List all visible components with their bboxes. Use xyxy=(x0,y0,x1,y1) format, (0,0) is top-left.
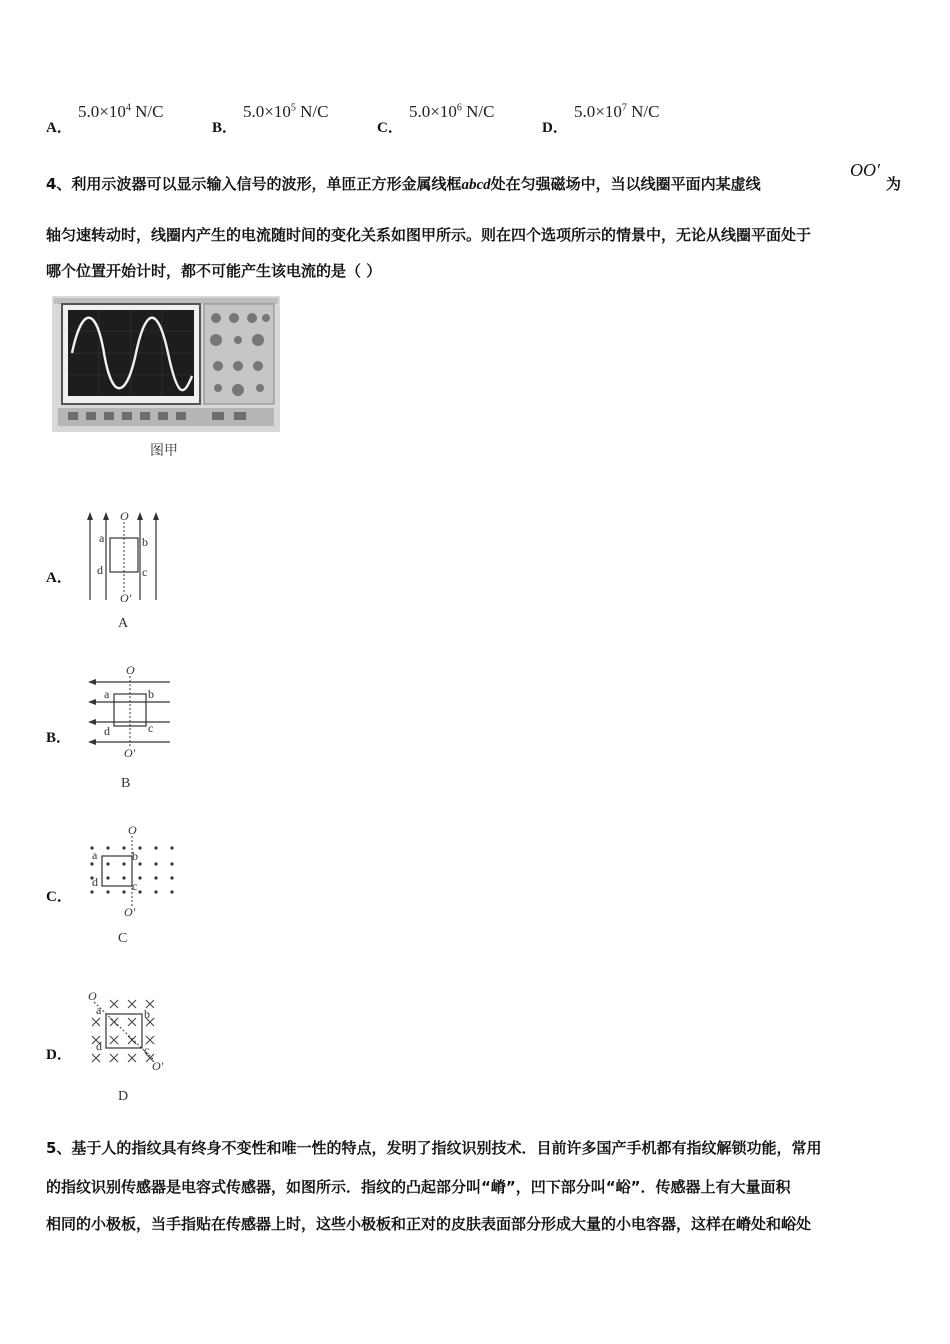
option-c-caption: C xyxy=(118,931,128,946)
option-letter: D． xyxy=(542,120,568,136)
oscilloscope-image xyxy=(52,296,280,432)
label-d: d xyxy=(96,1039,102,1053)
field-left-diagram xyxy=(84,662,174,760)
q3-option-b-value: $5.0\times 10^5$ N/C xyxy=(243,102,329,121)
field-out-of-page-diagram xyxy=(82,822,182,920)
axis-label-oo: OO′ xyxy=(850,160,880,180)
label-c: c xyxy=(148,721,154,735)
label-o: O xyxy=(128,823,137,837)
option-d-caption: D xyxy=(118,1089,129,1104)
q5-line-3: 相同的小极板，当手指贴在传感器上时，这些小极板和正对的皮肤表面部分形成大量的小电容器，这样在嵴处和峪处 xyxy=(46,1215,812,1233)
label-d: d xyxy=(104,724,110,738)
label-o: O xyxy=(126,663,135,677)
option-c-figure xyxy=(82,822,182,920)
label-b: b xyxy=(148,687,154,701)
label-o-prime: O′ xyxy=(152,1059,164,1073)
label-o-prime: O′ xyxy=(124,905,136,919)
label-o-prime: O′ xyxy=(124,746,136,760)
q4-option-b-letter: B． xyxy=(46,730,72,746)
figure-caption: 图甲 xyxy=(150,444,178,459)
q4-line-1-end: 为 xyxy=(886,175,902,193)
label-a: a xyxy=(104,687,110,701)
label-o: O xyxy=(120,509,129,523)
option-b-caption: B xyxy=(121,776,131,791)
q3-option-d-value: $5.0\times 10^7$ N/C xyxy=(574,102,660,121)
q3-option-c-value: $5.0\times 10^6$ N/C xyxy=(409,102,495,121)
label-c: c xyxy=(142,565,148,579)
label-o-prime: O′ xyxy=(120,591,132,604)
q5-line-2: 的指纹识别传感器是电容式传感器，如图所示．指纹的凸起部分叫“嵴”，凹下部分叫“峪”．传感器上有大量面积 xyxy=(46,1178,791,1196)
q5-line-1: 5、基于人的指纹具有终身不变性和唯一性的特点，发明了指纹识别技术．目前许多国产手机都有指纹解锁功能，常用 xyxy=(46,1139,822,1157)
q3-option-a xyxy=(46,116,72,137)
option-letter: B． xyxy=(212,120,238,136)
option-a-figure xyxy=(82,508,162,604)
option-a-caption: A xyxy=(118,616,129,631)
option-b-figure xyxy=(84,662,174,760)
label-b: b xyxy=(144,1007,150,1021)
label-c: c xyxy=(144,1043,150,1057)
q3-option-c xyxy=(377,116,403,137)
label-b: b xyxy=(132,849,138,863)
option-letter: A． xyxy=(46,120,72,136)
label-o: O xyxy=(88,989,97,1003)
option-letter: C． xyxy=(377,120,403,136)
field-up-diagram xyxy=(82,508,162,604)
label-d: d xyxy=(92,875,98,889)
label-d: d xyxy=(97,563,103,577)
option-d-figure xyxy=(84,988,174,1074)
field-into-page-diagram xyxy=(84,988,174,1074)
q4-option-a-letter: A． xyxy=(46,570,72,586)
label-b: b xyxy=(142,535,148,549)
q3-option-b xyxy=(212,116,237,137)
label-a: a xyxy=(96,1003,102,1017)
q4-line-1: 4、利用示波器可以显示输入信号的波形，单匝正方形金属线框abcd处在匀强磁场中，当以线圈平面内某虚线 xyxy=(46,175,761,193)
q4-option-d-letter: D． xyxy=(46,1047,72,1063)
q4-line-2: 轴匀速转动时，线圈内产生的电流随时间的变化关系如图甲所示。则在四个选项所示的情景中，无论从线圈平面处于 xyxy=(46,226,812,244)
q3-option-a-value: $5.0\times 10^4$ N/C xyxy=(78,102,164,121)
oscilloscope-photo xyxy=(52,296,280,432)
q3-option-d xyxy=(542,116,568,137)
label-a: a xyxy=(99,531,105,545)
label-c: c xyxy=(132,879,138,893)
label-a: a xyxy=(92,848,98,862)
q4-option-c-letter: C． xyxy=(46,889,72,905)
q4-line-3: 哪个位置开始计时，都不可能产生该电流的是（ ） xyxy=(46,262,382,280)
